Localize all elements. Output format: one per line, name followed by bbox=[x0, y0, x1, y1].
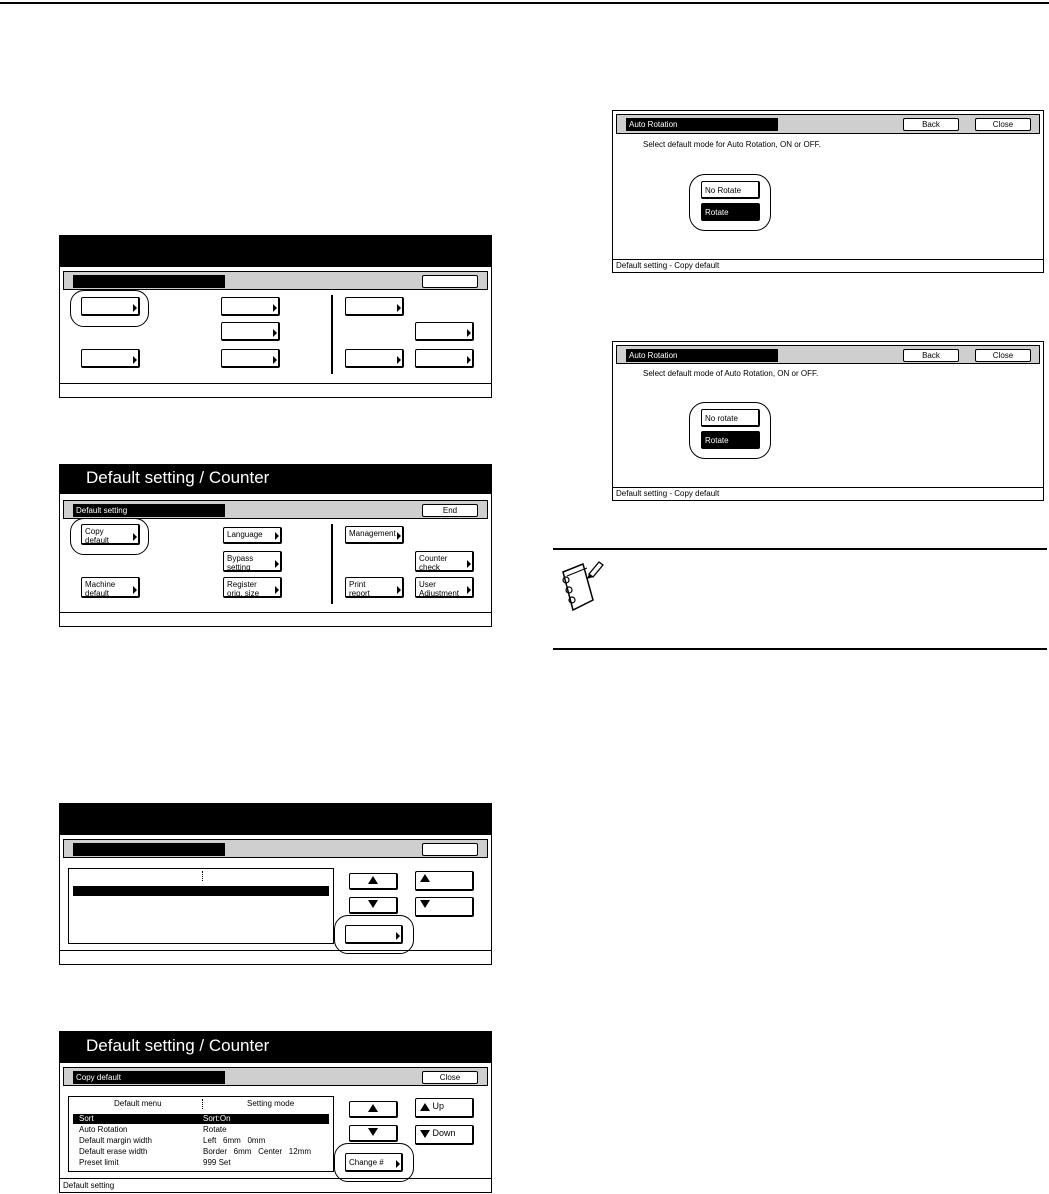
table-row[interactable] bbox=[73, 886, 329, 896]
screen-copy-default-blank bbox=[59, 803, 492, 965]
language-button[interactable] bbox=[223, 527, 282, 544]
row-mode: Left 6mm 0mm bbox=[203, 1136, 266, 1145]
bypass-setting-button[interactable] bbox=[221, 322, 280, 341]
back-button[interactable]: Back bbox=[903, 349, 959, 362]
table-row[interactable] bbox=[73, 1158, 329, 1168]
column-header-mode: Setting mode bbox=[247, 1099, 295, 1108]
management-button[interactable] bbox=[345, 526, 404, 544]
user-adjustment-label: User Adjustment bbox=[419, 580, 460, 598]
screen-header: Default setting / Counter bbox=[60, 1032, 491, 1063]
row-menu: Default erase width bbox=[79, 1147, 148, 1156]
table-row[interactable] bbox=[73, 1136, 329, 1146]
screen-footer bbox=[60, 950, 491, 964]
bypass-setting-button[interactable] bbox=[223, 551, 282, 572]
up-arrow-icon bbox=[368, 1104, 378, 1112]
title-bar bbox=[616, 114, 1040, 134]
title-bar bbox=[63, 839, 488, 858]
machine-default-label: Machine default bbox=[85, 580, 116, 598]
rotate-button[interactable]: Rotate bbox=[701, 203, 760, 221]
management-label: Management bbox=[349, 529, 396, 538]
down-button[interactable] bbox=[415, 1125, 474, 1145]
scroll-down-button[interactable] bbox=[349, 1125, 398, 1142]
no-rotate-button[interactable]: No Rotate bbox=[701, 181, 760, 199]
counter-check-label: Counter check bbox=[419, 554, 448, 572]
register-orig-size-button[interactable] bbox=[221, 349, 280, 368]
language-label: Language bbox=[227, 530, 263, 539]
screen-header: Default setting / Counter bbox=[60, 465, 491, 494]
close-button[interactable]: Close bbox=[975, 118, 1031, 131]
title-bar bbox=[63, 271, 488, 290]
up-arrow-icon bbox=[368, 876, 378, 884]
change-label: Change # bbox=[349, 1158, 384, 1167]
scroll-up-button[interactable] bbox=[349, 1101, 398, 1118]
row-mode: 999 Set bbox=[203, 1158, 231, 1167]
menu-divider bbox=[331, 295, 333, 374]
prompt-text: Select default mode of Auto Rotation, ON or OFF. bbox=[643, 369, 819, 378]
row-menu: Preset limit bbox=[79, 1158, 119, 1167]
counter-check-button[interactable] bbox=[415, 322, 474, 341]
screen-auto-rotation-2 bbox=[612, 341, 1044, 501]
screen-footer bbox=[60, 612, 491, 626]
end-button[interactable] bbox=[422, 275, 478, 288]
counter-check-button[interactable] bbox=[415, 551, 474, 572]
register-orig-size-button[interactable] bbox=[223, 577, 282, 598]
row-mode: Sort:On bbox=[203, 1114, 231, 1123]
title-bar-label: Auto Rotation bbox=[626, 349, 778, 362]
copy-default-label: Copy default bbox=[85, 527, 110, 545]
table-row[interactable] bbox=[73, 1147, 329, 1157]
table-row[interactable] bbox=[73, 1114, 329, 1124]
down-arrow-icon bbox=[420, 1130, 430, 1138]
title-bar-label bbox=[73, 275, 225, 288]
down-label: Down bbox=[432, 1128, 456, 1138]
print-report-button[interactable] bbox=[345, 577, 404, 598]
default-menu-list bbox=[68, 868, 334, 944]
screen-footer bbox=[60, 383, 491, 397]
no-rotate-button[interactable]: No rotate bbox=[701, 409, 760, 427]
row-menu: Default margin width bbox=[79, 1136, 152, 1145]
machine-default-button[interactable] bbox=[81, 349, 140, 368]
note-top-rule bbox=[553, 548, 1047, 550]
row-menu: Auto Rotation bbox=[79, 1125, 128, 1134]
highlight-ring bbox=[334, 915, 414, 954]
title-bar-label bbox=[73, 843, 225, 856]
management-button[interactable] bbox=[345, 297, 404, 316]
row-menu: Sort bbox=[79, 1114, 94, 1123]
close-button[interactable]: Close bbox=[975, 349, 1031, 362]
bypass-setting-label: Bypass setting bbox=[227, 554, 254, 572]
title-bar bbox=[63, 1067, 488, 1086]
down-arrow-icon bbox=[368, 1128, 378, 1136]
title-bar bbox=[63, 500, 488, 519]
print-report-button[interactable] bbox=[345, 349, 404, 368]
rotate-button[interactable]: Rotate bbox=[701, 431, 760, 449]
screen-footer: Default setting - Copy default bbox=[613, 259, 1043, 272]
highlight-ring bbox=[334, 1143, 414, 1182]
scroll-up-button[interactable] bbox=[349, 873, 398, 890]
down-arrow-icon bbox=[368, 900, 378, 908]
screen-footer: Default setting bbox=[60, 1178, 491, 1192]
screen-copy-default bbox=[59, 1031, 492, 1193]
note-bottom-rule bbox=[553, 648, 1047, 650]
user-adjustment-button[interactable] bbox=[415, 577, 474, 598]
close-button[interactable]: Close bbox=[422, 1071, 478, 1084]
prompt-text: Select default mode for Auto Rotation, ON or OFF. bbox=[643, 140, 821, 149]
screen-footer: Default setting - Copy default bbox=[613, 487, 1043, 500]
down-button[interactable] bbox=[415, 897, 474, 917]
title-bar bbox=[616, 345, 1040, 364]
menu-divider bbox=[331, 524, 333, 604]
default-menu-list bbox=[68, 1096, 334, 1172]
down-arrow-icon bbox=[420, 900, 430, 908]
column-header-menu: Default menu bbox=[114, 1099, 162, 1108]
table-row[interactable] bbox=[73, 1125, 329, 1135]
up-arrow-icon bbox=[420, 874, 430, 882]
up-button[interactable] bbox=[415, 1098, 474, 1118]
title-bar-label: Auto Rotation bbox=[626, 118, 778, 131]
highlight-ring bbox=[70, 290, 149, 327]
up-arrow-icon bbox=[420, 1103, 430, 1111]
user-adjustment-button[interactable] bbox=[415, 349, 474, 368]
notepad-icon bbox=[553, 556, 607, 618]
close-button[interactable] bbox=[422, 843, 478, 856]
language-button[interactable] bbox=[221, 297, 280, 316]
row-mode: Rotate bbox=[203, 1125, 227, 1134]
page-top-rule bbox=[0, 2, 1049, 4]
register-orig-size-label: Register orig. size bbox=[227, 580, 260, 598]
screen-auto-rotation-1 bbox=[612, 110, 1044, 273]
back-button[interactable]: Back bbox=[903, 118, 959, 131]
end-button[interactable]: End bbox=[422, 504, 478, 517]
column-separator bbox=[202, 1099, 203, 1109]
column-separator bbox=[202, 871, 203, 881]
machine-default-button[interactable] bbox=[81, 577, 140, 598]
screen-default-setting bbox=[59, 464, 492, 627]
up-button[interactable] bbox=[415, 871, 474, 891]
copy-default-button[interactable] bbox=[81, 524, 140, 545]
up-label: Up bbox=[432, 1101, 445, 1111]
row-mode: Border 6mm Center 12mm bbox=[203, 1147, 312, 1156]
screen-default-setting-blank bbox=[59, 235, 492, 398]
scroll-down-button[interactable] bbox=[349, 897, 398, 914]
screen-header bbox=[60, 236, 491, 267]
screen-header bbox=[60, 804, 491, 835]
print-report-label: Print report bbox=[349, 580, 370, 598]
title-bar-label: Copy default bbox=[73, 1071, 225, 1084]
title-bar-label: Default setting bbox=[73, 504, 225, 517]
